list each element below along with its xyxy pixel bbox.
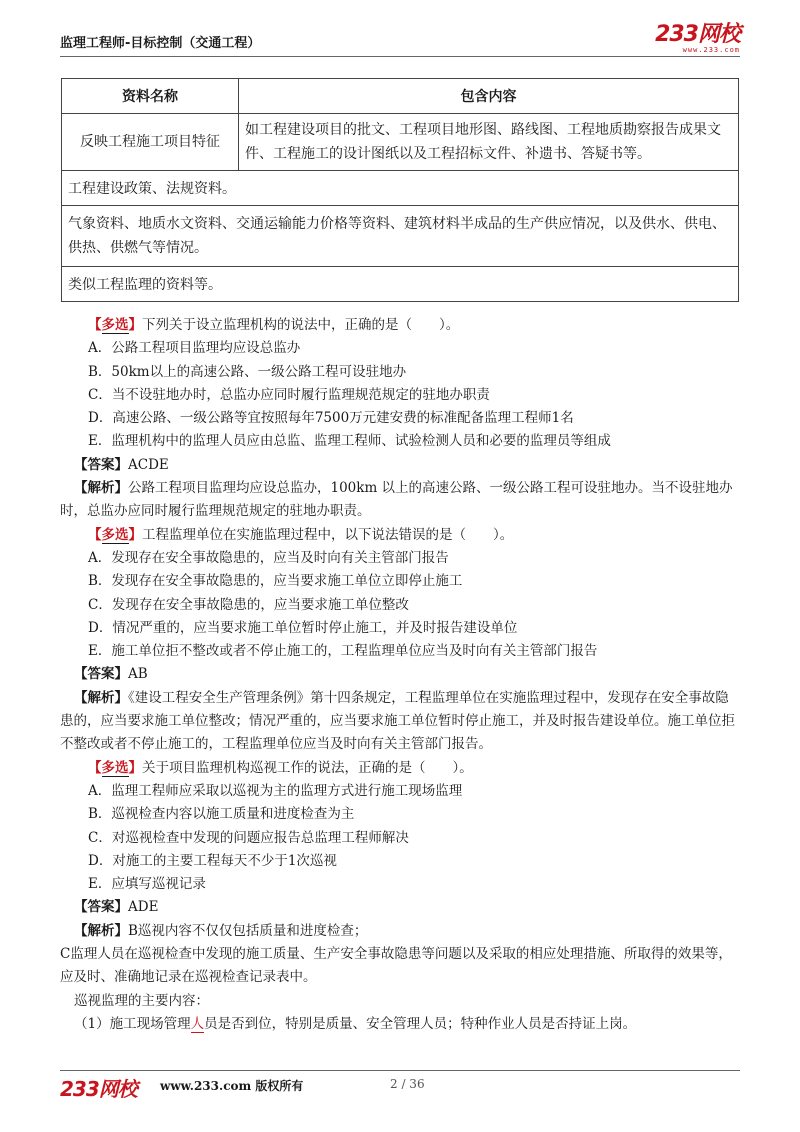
option-e: E．监理机构中的监理人员应由总监、监理工程师、试验检测人员和必要的监理员等组成 <box>88 433 611 450</box>
question-type-tag: 【多选】 <box>88 759 142 776</box>
table-row <box>62 114 739 171</box>
question-type-tag: 【多选】 <box>88 317 142 333</box>
question-type-tag: 【多选】 <box>88 526 142 543</box>
option-c: C．对巡视检查中发现的问题应报告总监理工程师解决 <box>88 829 409 846</box>
table-header-row <box>62 79 739 114</box>
question-stem: 【多选】关于项目监理机构巡视工作的说法，正确的是（ ）。 <box>88 759 473 776</box>
analysis-paragraph: 【解析】《建设工程安全生产管理条例》第十四条规定，工程监理单位在实施监理过程中，发现存在安全事故隐患的，应当要求施工单位整改；情况严重的，应当要求施工单位暂时停止施工，并及时报告建设单位。施工单位拒不整改或者不停止施工的，工程监理单位应当及时向有关主管部门报告。 <box>60 689 735 753</box>
table-cell-content: 气象资料、地质水文资料、交通运输能力价格等资料、建筑材料半成品的生产供应情况，以及供水、供电、供热、供燃气等情况。 <box>62 206 739 267</box>
main-content-heading: 巡视监理的主要内容： <box>74 992 209 1009</box>
logo-text: 233网校 <box>655 22 740 47</box>
analysis-paragraph-c: C监理人员在巡视检查中发现的施工质量、生产安全事故隐患等问题以及采取的相应处理措施、所取得的效果等，应及时、准确地记录在巡视检查记录表中。 <box>60 946 732 986</box>
table-cell-content: 类似工程监理的资料等。 <box>62 267 739 302</box>
table-row <box>62 206 739 267</box>
option-b: B．50km以上的高速公路、一级公路工程可设驻地办 <box>88 363 407 380</box>
option-e: E．应填写巡视记录 <box>88 876 206 893</box>
table-row <box>62 171 739 206</box>
option-a: A．发现存在安全事故隐患的，应当及时向有关主管部门报告 <box>88 549 449 566</box>
analysis-paragraph: 【解析】B巡视内容不仅仅包括质量和进度检查； <box>74 922 368 939</box>
table-row <box>62 267 739 302</box>
copyright-text: www.233.com 版权所有 <box>160 1079 304 1093</box>
logo-url: www.233.com <box>682 46 740 54</box>
answer-line: 【答案】ADE <box>74 899 159 916</box>
page-footer <box>60 1073 740 1101</box>
question-stem: 【多选】工程监理单位在实施监理过程中，以下说法错误的是（ ）。 <box>88 526 514 543</box>
header-divider <box>60 56 740 57</box>
option-a: A．公路工程项目监理均应设总监办 <box>88 340 301 357</box>
question-stem: 【多选】下列关于设立监理机构的说法中，正确的是（ ）。 <box>88 317 460 333</box>
analysis-paragraph: 【解析】公路工程项目监理均应设总监办，100km 以上的高速公路、一级公路工程可设驻地办。当不设驻地办时，总监办应同时履行监理规范规定的驻地办职责。 <box>60 480 733 520</box>
footer-logo: 233网校 <box>60 1077 137 1101</box>
option-c: C．发现存在安全事故隐患的，应当要求施工单位整改 <box>88 596 409 613</box>
list-item: （1）施工现场管理人员是否到位，特别是质量、安全管理人员；特种作业人员是否持证上岗。 <box>74 1015 637 1032</box>
table-cell-content: 如工程建设项目的批文、工程项目地形图、路线图、工程地质勘察报告成果文件、工程施工的设计图纸以及工程招标文件、补遗书、答疑书等。 <box>239 114 739 171</box>
option-d: D．情况严重的，应当要求施工单位暂时停止施工，并及时报告建设单位 <box>88 619 518 636</box>
option-d: D．高速公路、一级公路等宜按照每年7500万元建安费的标准配备监理工程师1名 <box>88 410 574 427</box>
col-header-name: 资料名称 <box>62 79 239 114</box>
option-a: A．监理工程师应采取以巡视为主的监理方式进行施工现场监理 <box>88 782 463 799</box>
page-header <box>60 24 740 58</box>
option-c: C．当不设驻地办时，总监办应同时履行监理规范规定的驻地办职责 <box>88 386 490 403</box>
col-header-content: 包含内容 <box>239 79 739 114</box>
answer-line: 【答案】ACDE <box>74 456 169 473</box>
option-d: D．对施工的主要工程每天不少于1次巡视 <box>88 852 337 869</box>
footer-divider <box>60 1070 740 1071</box>
option-e: E．施工单位拒不整改或者不停止施工的，工程监理单位应当及时向有关主管部门报告 <box>88 643 598 660</box>
answer-line: 【答案】AB <box>74 666 148 683</box>
questions-section <box>60 314 740 1036</box>
table-cell-name: 反映工程施工项目特征 <box>62 114 239 171</box>
page-number: 2 / 36 <box>390 1077 425 1091</box>
materials-table <box>61 78 739 302</box>
option-b: B．发现存在安全事故隐患的，应当要求施工单位立即停止施工 <box>88 573 463 590</box>
highlighted-char: 人 <box>190 1015 205 1032</box>
option-b: B．巡视检查内容以施工质量和进度检查为主 <box>88 806 355 823</box>
document-title: 监理工程师-目标控制（交通工程） <box>60 36 261 51</box>
brand-logo <box>655 24 740 54</box>
table-cell-content: 工程建设政策、法规资料。 <box>62 171 739 206</box>
